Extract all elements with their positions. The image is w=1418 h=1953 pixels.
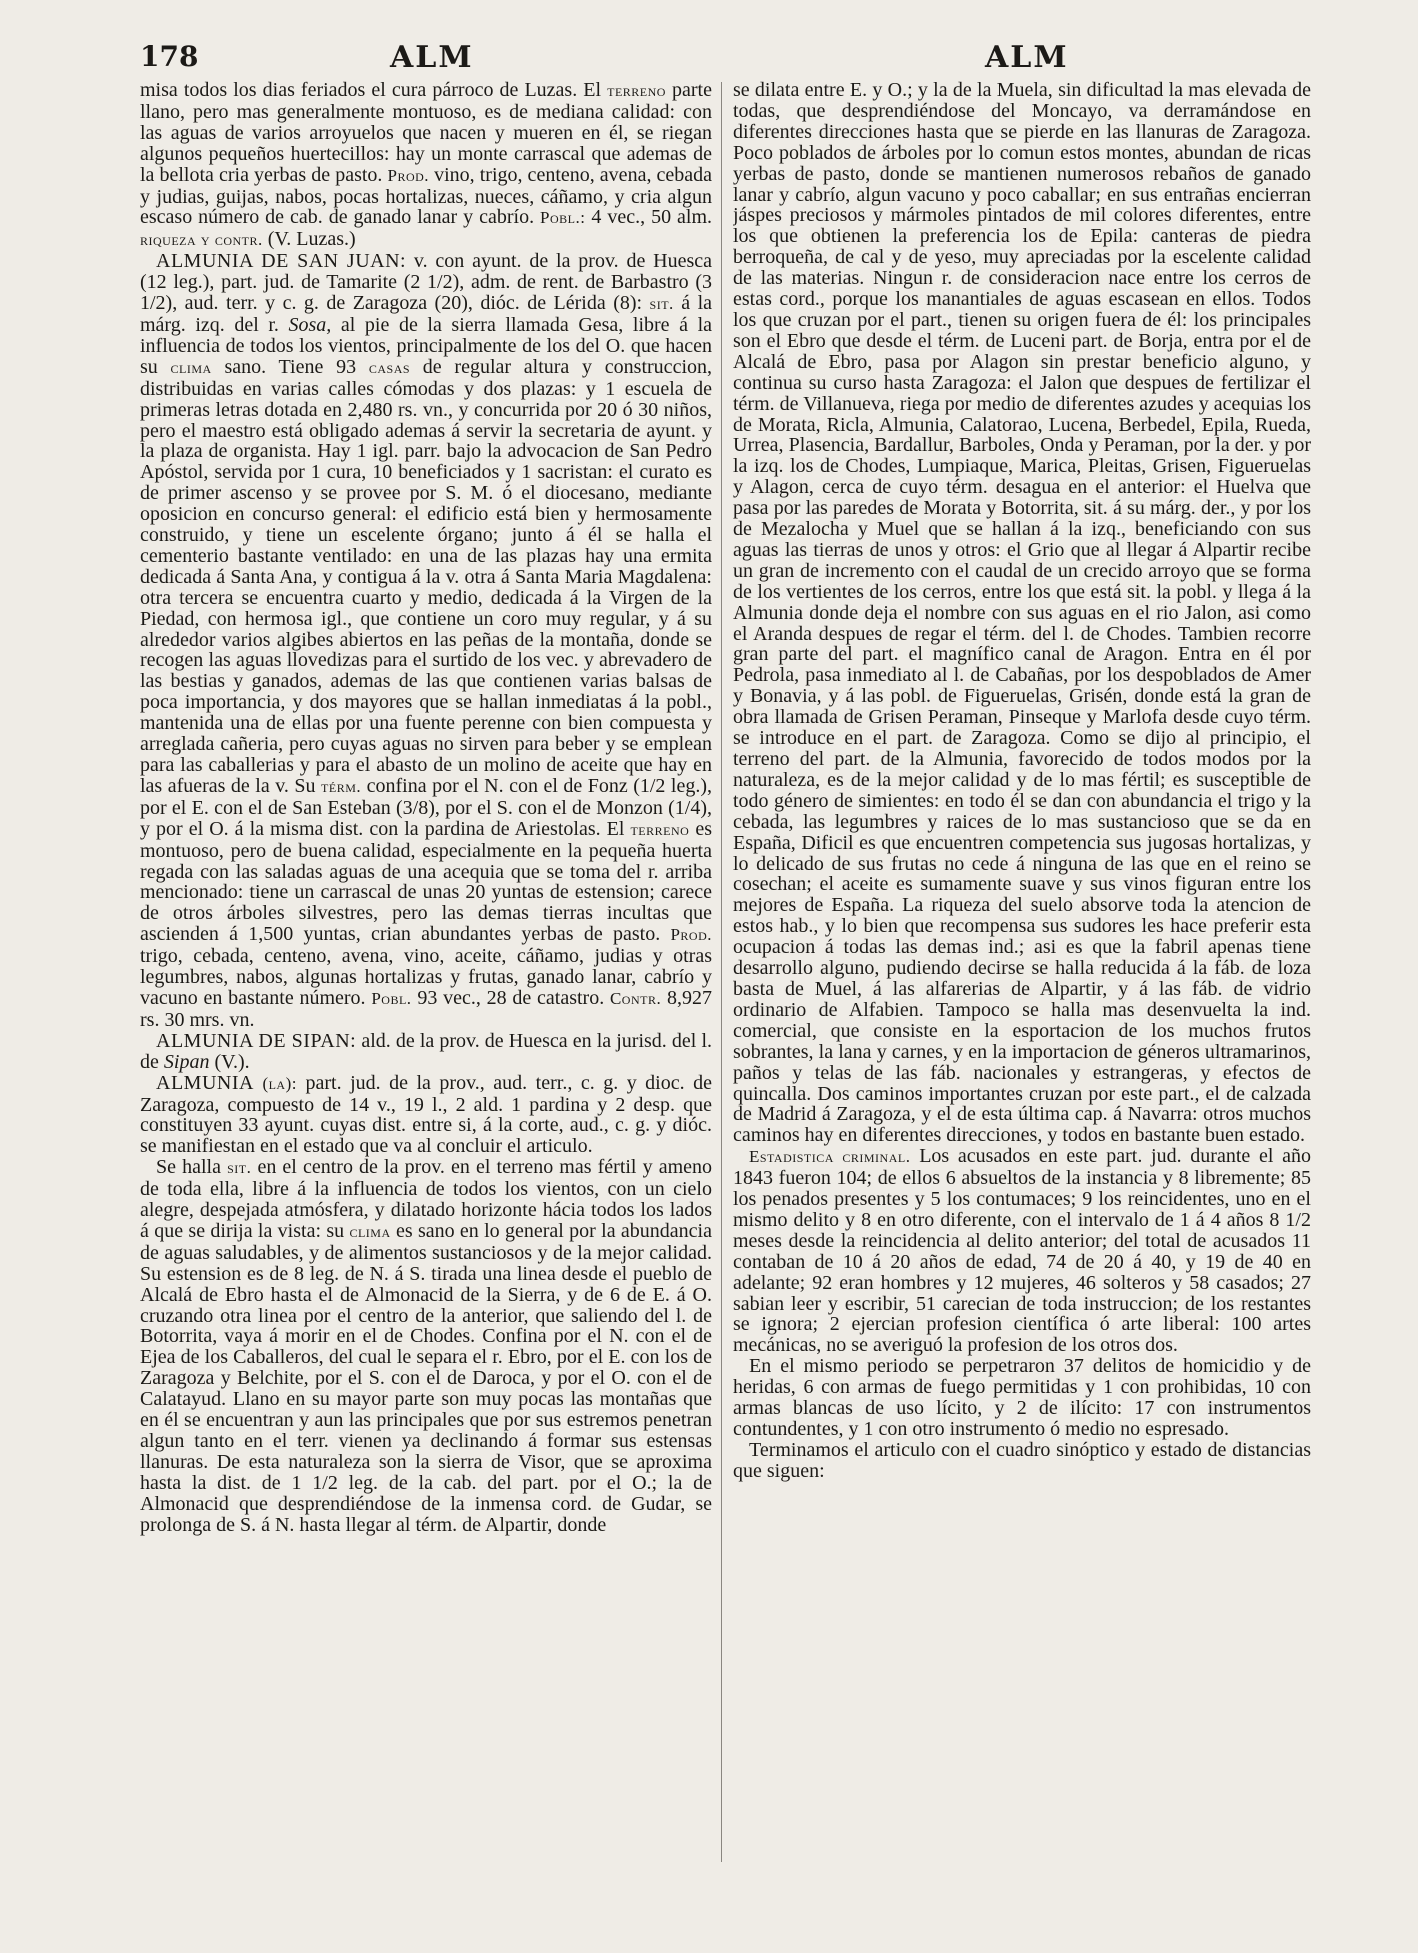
right-column	[733, 80, 1311, 1910]
entry-headword: ALMUNIA DE SAN JUAN:	[156, 250, 407, 273]
column-divider	[721, 82, 722, 1862]
left-running-head: ALM	[390, 40, 474, 75]
entry-headword: ALMUNIA DE SIPAN:	[156, 1029, 357, 1052]
paragraph-terrain-continued: se dilata entre E. y O.; y la de la Muela, sin dificultad la mas elevada de todas, que desprendiéndose del Moncayo, va derramándose en diferentes direcciones hasta que se pierde en las llanuras de Zaragoza. Poco poblados de árboles por lo comun estos montes, abundan de ricas yerbas de pasto, donde se mantienen numerosos rebaños de ganado lanar y cabrío, algun vacuno y poco caballar; en sus entrañas encierran jáspes preciosos y mármoles pintados de mil colores diferentes, entre los que obtienen la preferencia los de Epila: canteras de piedra berroqueña, de cal y de yeso, muy apreciadas por la escelente calidad de las materias. Ningun r. de consideracion nace entre los cerros de estas cord., porque los manantiales de aguas escasean en ellos. Todos los que cruzan por el part., tienen su origen fuera de él: los principales son el Ebro que desde el térm. de Luceni part. de Borja, entra por el de Alcalá de Ebro, pasa por Alagon sin prestar beneficio alguno, y continua su curso hasta Zaragoza: el Jalon que despues de fertilizar el térm. de Villanueva, riega por medio de diferentes azudes y acequias los de Morata, Ricla, Almunia, Calatorao, Lucena, Berbedel, Epila, Rueda, Urrea, Plasencia, Bardallur, Barboles, Onda y Peraman, por la der. y por la izq. los de Chodes, Lumpiaque, Marica, Pleitas, Grisen, Figueruelas y Alagon, cerca de cuyo térm. desagua en el anterior: el Huelva que pasa por las paredes de Morata y Botorrita, sit. á su márg. der., y por los de Mezalocha y Muel que se hallan á la izq., beneficiando con sus aguas las tierras de unos y otros: el Grio que al llegar á Alpartir recibe un gran de incremento con el caudal de un crecido arroyo que se forma de los vertientes de los cerros, entre los que está sit. la pobl. y llega á la Almunia donde deja el nombre con sus aguas en el rio Jalon, asi como el Aranda despues de regar el térm. del l. de Chodes. Tambien recorre gran parte del part. el magnífico canal de Aragon. Entra en él por Pedrola, pasa inmediato al l. de Cabañas, por los despoblados de Amer y Bonavia, y á las pobl. de Figueruelas, Grisén, donde está la gran de obra llamada de Grisen Peraman, Pinseque y Marlofa desde cuyo térm. se introduce en el part. de Zaragoza. Como se dijo al principio, el terreno del part. de la Almunia, favorecido de todos modos por la naturaleza, es de la mejor calidad y de lo mas fértil; es susceptible de todo género de simientes: en todo él se dan con abundancia el trigo y la cebada, las legumbres y raices de lo mas sustancioso que se da en España, Dificil es que encuentren competencia sus jugosas hortalizas, y lo delicado de sus frutas no cede á ninguna de las que en el reino se cosechan; el aceite es sumamente suave y sus vinos figuran entre los mejores de España. La riqueza del suelo absorve toda la atencion de estos hab., y lo bien que recompensa sus sudores les hace preferir esta ocupacion á todas las demas ind.; asi es que la fabril apenas tiene desarrollo alguno, pudiendo decirse se halla reducida á la fáb. de loza basta de Muel, á las alfarerias de Alpartir, y á las fáb. de vidrio ordinario de Alfabien. Tampoco se halla mas desenvuelta la ind. comercial, que consiste en la esportacion de los muchos frutos sobrantes, la lana y carnes, y en la importacion de géneros ultramarinos, paños y telas de las fáb. nacionales y estrangeras, y efectos de quincalla. Dos caminos importantes cruzan por este part., el de calzada de Madrid á Zaragoza, y el de esta última cap. á Navarra: otros muchos caminos hay en diferentes direcciones, y todos en bastante buen estado.	[733, 80, 1311, 1147]
entry-luzas-continued: misa todos los dias feriados el cura párroco de Luzas. El terreno parte llano, pero mas generalmente montuoso, es de mediana calidad: con las aguas de varios arroyuelos que nacen y mueren en él, se riegan algunos pequeños huertecillos: hay un monte carrascal que ademas de la bellota cria yerbas de pasto. Prod. vino, trigo, centeno, avena, cebada y judias, guijas, nabos, pocas hortalizas, nueces, cáñamo, y cria algun escaso número de cab. de ganado lanar y cabrío. Pobl.: 4 vec., 50 alm. riqueza y contr. (V. Luzas.)	[140, 80, 712, 251]
paragraph-estadistica-criminal: Estadistica criminal. Los acusados en este part. jud. durante el año 1843 fueron 104; de ellos 6 absueltos de la instancia y 8 libremente; 85 los penados presentes y 5 los contumaces; 9 los reincidentes, uno en el mismo delito y 8 en otro diferente, con el intervalo de 1 á 4 años 8 1/2 meses desde la reincidencia al delito anterior; del total de acusados 11 contaban de 10 á 20 años de edad, 74 de 20 á 40, y 19 de 40 en adelante; 92 eran hombres y 12 mujeres, 46 solteros y 58 casados; 27 sabian leer y escribir, 51 carecian de toda instruccion; de los restantes se ignora; 2 ejercian profesion científica ó arte liberal: 100 artes mecánicas, no se averiguó la profesion de los otros dos.	[733, 1145, 1311, 1357]
paragraph-closing: Terminamos el articulo con el cuadro sinóptico y estado de distancias que siguen:	[733, 1438, 1311, 1482]
entry-headword: ALMUNIA	[156, 1071, 254, 1094]
left-column	[140, 80, 712, 1910]
running-head	[140, 40, 1358, 80]
page-number: 178	[140, 40, 199, 73]
entry-almunia-de-san-juan: ALMUNIA DE SAN JUAN: v. con ayunt. de la prov. de Huesca (12 leg.), part. jud. de Tamarite (2 1/2), adm. de rent. de Barbastro (3 1/2), aud. terr. y c. g. de Zaragoza (20), dióc. de Lérida (8): sit. á la márg. izq. del r. Sosa, al pie de la sierra llamada Gesa, libre á la influencia de todos los vientos, principalmente de los del O. que hacen su clima sano. Tiene 93 casas de regular altura y construccion, distribuidas en varias calles cómodas y dos plazas: y 1 escuela de primeras letras dotada en 2,480 rs. vn., y concurrida por 20 ó 30 niños, pero el maestro está obligado ademas á servir la secretaria de ayunt. y la plaza de organista. Hay 1 igl. parr. bajo la advocacion de San Pedro Apóstol, servida por 1 cura, 10 beneficiados y 1 sacristan: el curato es de primer ascenso y se provee por S. M. ó el diocesano, mediante oposicion en concurso general: el edificio está bien y hermosamente construido, y tiene un escelente órgano; junto á él se halla el cementerio bastante ventilado: en una de las plazas hay una ermita dedicada á Santa Ana, y contigua á la v. otra á Santa Maria Magdalena: otra tercera se encuentra cuarto y medio, dedicada á la Virgen de la Piedad, con hermosa igl., que contiene un coro muy regular, y á su alrededor varios algibes abiertos en las peñas de la montaña, donde se recogen las aguas llovedizas para el surtido de los vec. y abrevadero de las bestias y ganados, ademas de las que contienen varias balsas de poca importancia, y dos mayores que se hallan inmediatas á la pobl., mantenida una de ellas por una fuente perenne con bien compuesta y arreglada cañeria, pero cuyas aguas no sirven para beber y se emplean para las caballerias y para el abasto de un molino de aceite que hay en las afueras de la v. Su térm. confina por el N. con el de Fonz (1/2 leg.), por el E. con el de San Esteban (3/8), por el S. con el de Monzon (1/4), y por el O. á la misma dist. con la pardina de Ariestolas. El terreno es montuoso, pero de buena calidad, especialmente en la pequeña huerta regada con las saladas aguas de una acequia que se toma del r. arriba mencionado: tiene un carrascal de unas 20 yuntas de estension; carece de otros árboles silvestres, pero las demas tierras incultas que ascienden á 1,500 yuntas, crian abundantes yerbas de pasto. Prod. trigo, cebada, centeno, avena, vino, aceite, cáñamo, judias y otras legumbres, nabos, algunas hortalizas y frutas, ganado lanar, cabrío y vacuno en bastante número. Pobl. 93 vec., 28 de catastro. Contr. 8,927 rs. 30 mrs. vn.	[140, 250, 712, 1031]
paragraph-situacion: Se halla sit. en el centro de la prov. en el terreno mas fértil y ameno de toda ella, libre á la influencia de todos los vientos, con un cielo alegre, despejada atmósfera, y dilatado horizonte hácia todos los lados á que se dirija la vista: su clima es sano en lo general por la abundancia de aguas saludables, y de alimentos sustanciosos y de la mejor calidad. Su estension es de 8 leg. de N. á S. tirada una linea desde el pueblo de Alcalá de Ebro hasta el de Almonacid de la Sierra, y de 6 de E. á O. cruzando otra linea por el centro de la anterior, que saliendo del l. de Botorrita, vaya á morir en el de Chodes. Confina por el N. con el de Ejea de los Caballeros, del cual le separa el r. Ebro, por el E. con los de Zaragoza y Belchite, por el S. con el de Daroca, y por el O. con el de Calatayud. Llano en su mayor parte son muy pocas las montañas que en él se encuentran y aun las principales que por sus estremos penetran algun tanto en el terr. vienen ya declinando á formar sus estensas llanuras. De esta naturaleza son la sierra de Visor, que se aproxima hasta la dist. de 1 1/2 leg. de la cab. del part. por el O.; la de Almonacid que desprendiéndose de la inmensa cord. de Gudar, se prolonga de S. á N. hasta llegar al térm. de Alpartir, donde	[140, 1156, 712, 1536]
section-label: Estadistica criminal.	[749, 1147, 911, 1167]
entry-almunia-de-sipan: ALMUNIA DE SIPAN: ald. de la prov. de Huesca en la jurisd. del l. de Sipan (V.).	[140, 1029, 712, 1073]
paragraph-delitos: En el mismo periodo se perpetraron 37 delitos de homicidio y de heridas, 6 con armas de fuego permitidas y 1 con prohibidas, 10 con armas blancas de uso lícito, y 2 de ilícito: 17 con instrumentos contundentes, y 1 con otro instrumento ó medio no espresado.	[733, 1355, 1311, 1440]
entry-almunia-la: ALMUNIA (la): part. jud. de la prov., aud. terr., c. g. y dioc. de Zaragoza, compuesto de 14 v., 19 l., 2 ald. 1 pardina y 2 desp. que constituyen 33 ayunt. cuyas dist. entre si, á la corte, aud., c. g. y dióc. se manifiestan en el estado que va al concluir el articulo.	[140, 1071, 712, 1158]
right-running-head: ALM	[985, 40, 1069, 75]
